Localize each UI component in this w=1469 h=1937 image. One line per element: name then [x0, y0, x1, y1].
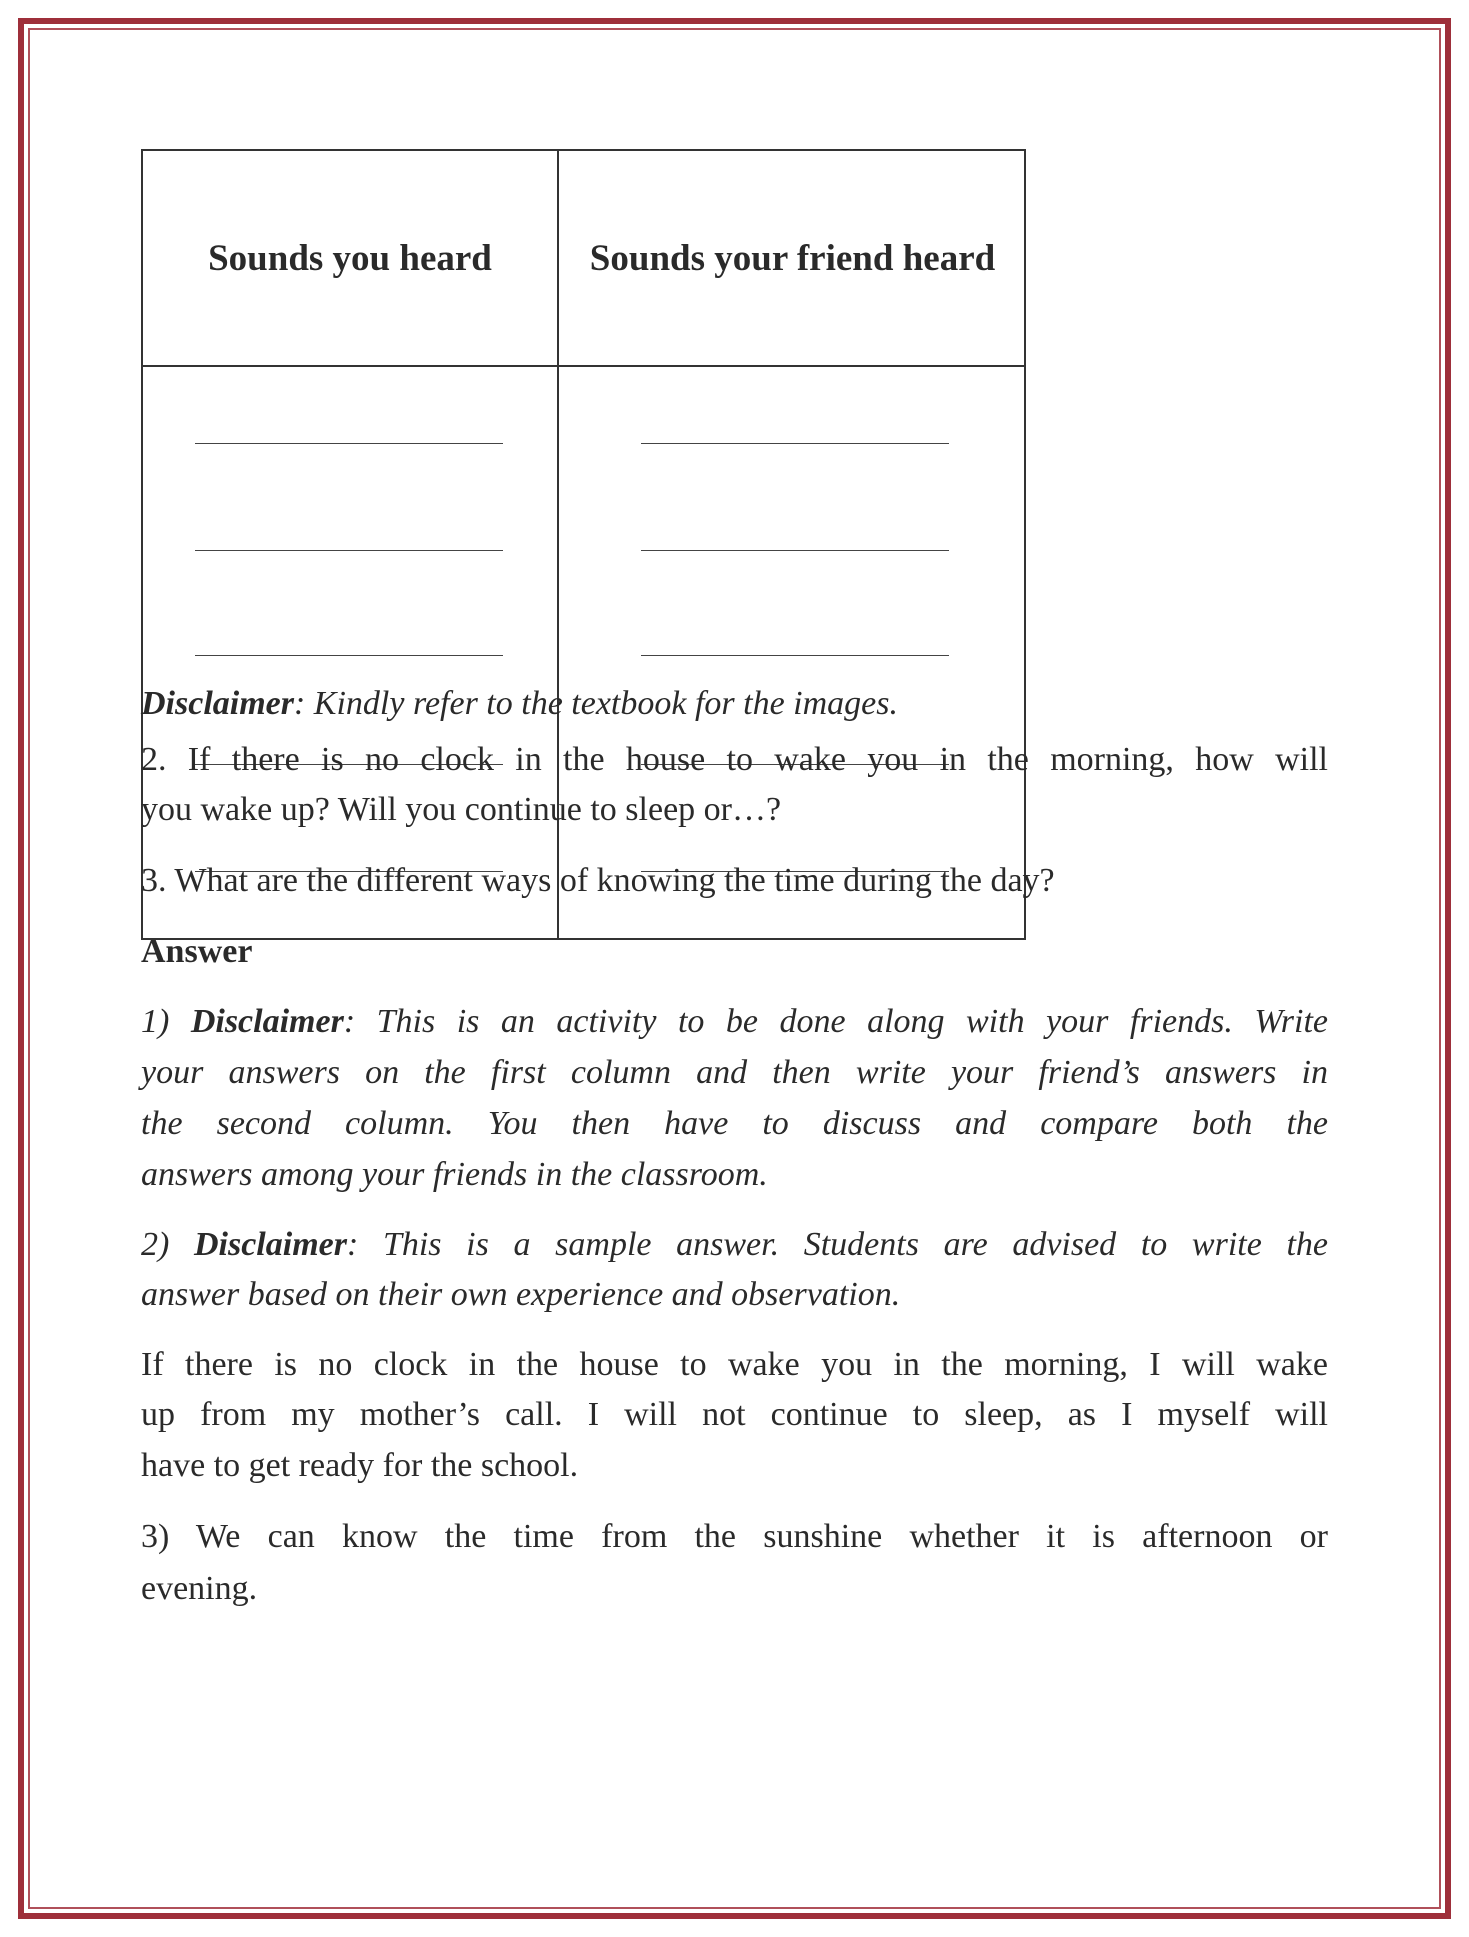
answer-2-disclaimer-line: answer based on their own experience and observation.	[141, 1276, 901, 1313]
blank-line-friend	[641, 443, 949, 444]
disclaimer-label: Disclaimer	[190, 1003, 344, 1040]
blank-line-friend	[641, 655, 949, 656]
answer-2-line: If there is no clock in the house to wake you in the morning, I will wake	[141, 1346, 1328, 1383]
disclaimer-text: : Kindly refer to the textbook for the images.	[293, 685, 898, 722]
answer-2-prefix: 2)	[141, 1226, 194, 1263]
header-sounds-friend-heard: Sounds your friend heard	[589, 237, 996, 279]
header-divider	[143, 365, 1024, 367]
question-3: 3. What are the different ways of knowing the time during the day?	[141, 862, 1055, 899]
answer-1-line: answers among your friends in the classroom.	[141, 1156, 768, 1193]
answer-3-line: evening.	[141, 1570, 258, 1607]
blank-line-you	[195, 443, 503, 444]
header-sounds-you-heard: Sounds you heard	[208, 237, 492, 279]
disclaimer-label: Disclaimer	[193, 1226, 347, 1263]
blank-line-friend	[641, 550, 949, 551]
answer-3-line: 3) We can know the time from the sunshine whether it is afternoon or	[141, 1518, 1328, 1555]
answer-2-line: up from my mother’s call. I will not continue to sleep, as I myself will	[141, 1396, 1328, 1433]
disclaimer-images	[141, 679, 1328, 729]
blank-line-you	[195, 550, 503, 551]
answer-2-disclaimer-line	[141, 1220, 1328, 1270]
question-2-line: you wake up? Will you continue to sleep or…?	[141, 791, 782, 828]
answer-1-line	[141, 997, 1328, 1047]
disclaimer-label: Disclaimer	[141, 685, 294, 722]
answer-1-text: : This is an activity to be done along with your friends. Write	[343, 1003, 1329, 1040]
answer-2-disclaimer-text: : This is a sample answer. Students are advised to write the	[346, 1226, 1328, 1263]
answer-heading: Answer	[141, 933, 253, 970]
blank-line-you	[195, 655, 503, 656]
answer-1-line: the second column. You then have to discuss and compare both the	[141, 1105, 1328, 1142]
answer-1-prefix: 1)	[141, 1003, 191, 1040]
question-2-line: 2. If there is no clock in the house to wake you in the morning, how will	[141, 741, 1328, 778]
answer-2-line: have to get ready for the school.	[141, 1447, 579, 1484]
answer-1-line: your answers on the first column and then write your friend’s answers in	[141, 1054, 1328, 1091]
